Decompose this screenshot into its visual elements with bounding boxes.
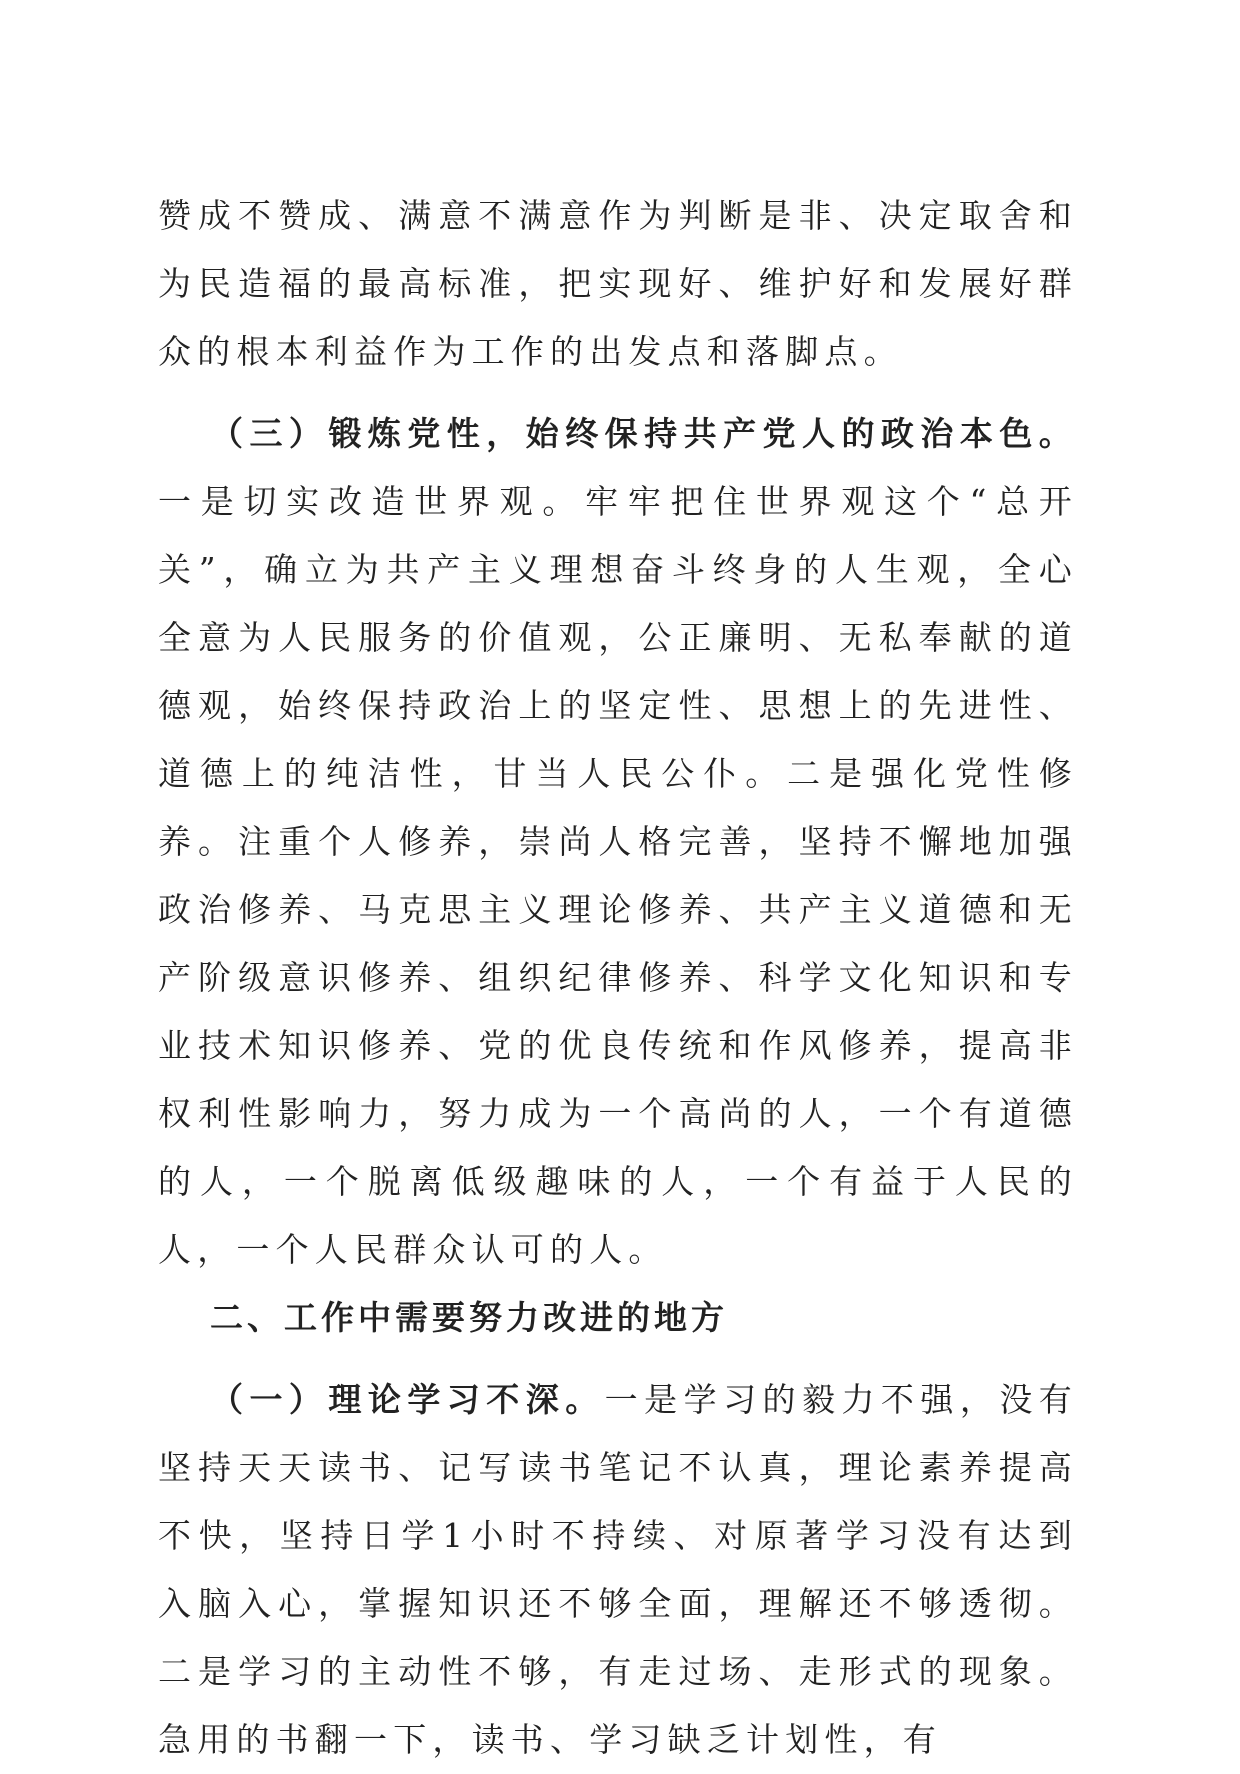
document-page (158, 182, 1078, 1774)
section-lead-heading: （三）锻炼党性，始终保持共产党人的政治本色。 (210, 414, 1078, 453)
paragraph-text: 一是学习的毅力不强，没有坚持天天读书、记写读书笔记不认真，理论素养提高不快，坚持日学1小时不持续、对原著学习没有达到入脑入心，掌握知识还不够全面，理解还不够透彻。二是学习的主动性不够，有走过场、走形式的现象。急用的书翻一下，读书、学习缺乏计划性，有 (158, 1380, 1079, 1759)
paragraph-continuation (158, 182, 1078, 386)
paragraph-subsection-one (158, 1366, 1078, 1774)
subsection-lead-heading: （一）理论学习不深。 (210, 1380, 605, 1419)
paragraph-section-three (158, 400, 1078, 1284)
paragraph-text: 一是切实改造世界观。牢牢把住世界观这个“总开关”，确立为共产主义理想奋斗终身的人生观，全心全意为人民服务的价值观，公正廉明、无私奉献的道德观，始终保持政治上的坚定性、思想上的先进性、道德上的纯洁性，甘当人民公仆。二是强化党性修养。注重个人修养，崇尚人格完善，坚持不懈地加强政治修养、马克思主义理论修养、共产主义道德和无产阶级意识修养、组织纪律修养、科学文化知识和专业技术知识修养、党的优良传统和作风修养，提高非权利性影响力，努力成为一个高尚的人，一个有道德的人，一个脱离低级趣味的人，一个有益于人民的人，一个人民群众认可的人。 (158, 482, 1078, 1269)
paragraph-text: 赞成不赞成、满意不满意作为判断是非、决定取舍和为民造福的最高标准，把实现好、维护好和发展好群众的根本利益作为工作的出发点和落脚点。 (158, 196, 1078, 371)
section-heading: 二、工作中需要努力改进的地方 (210, 1298, 728, 1337)
